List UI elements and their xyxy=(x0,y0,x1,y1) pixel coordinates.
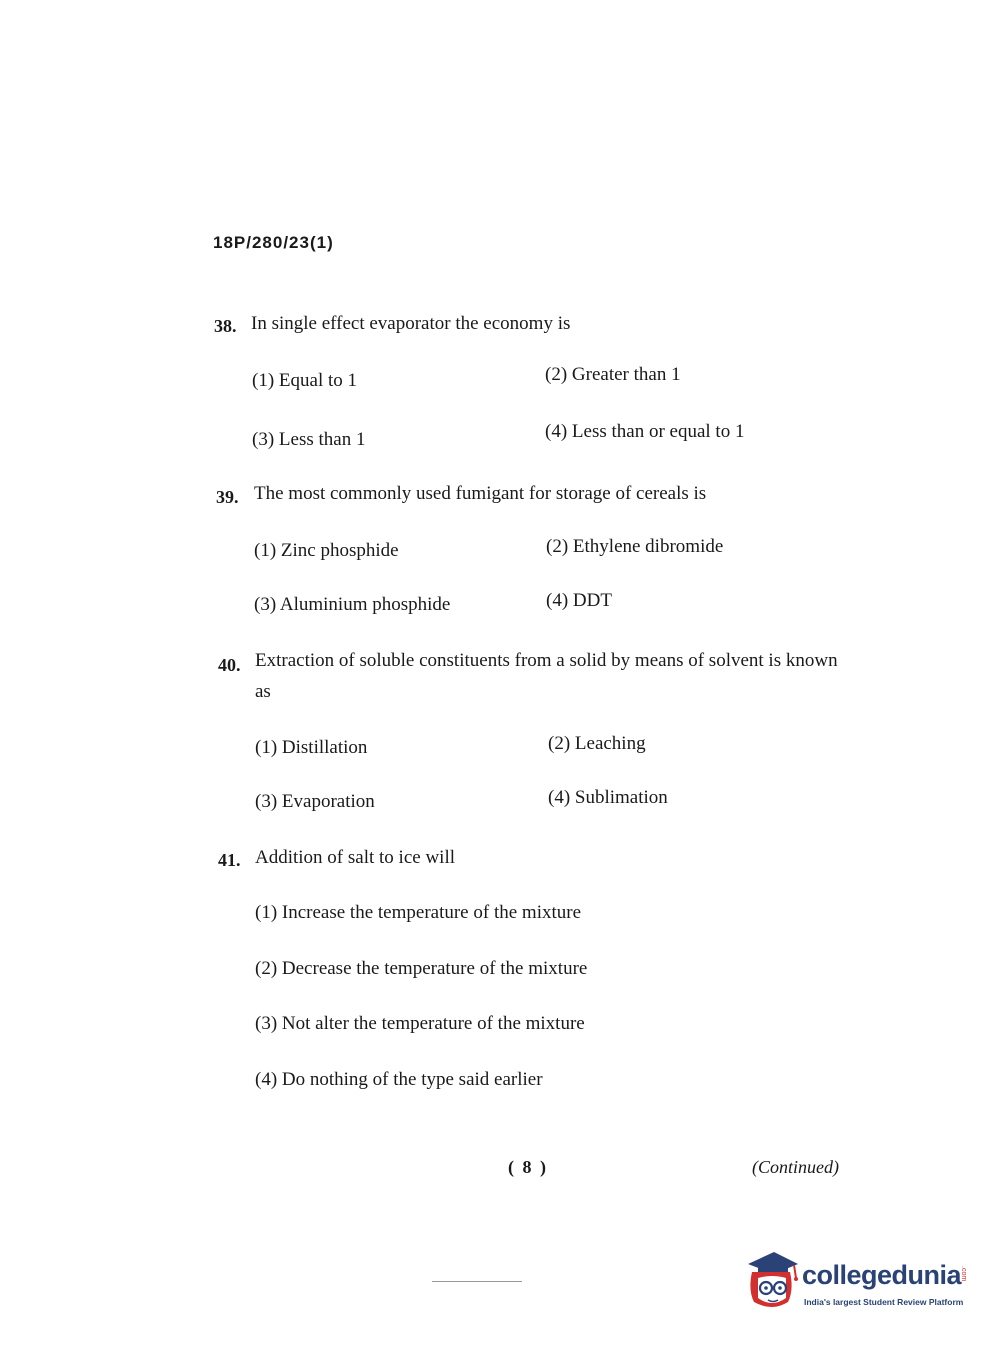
option-3: (3) Aluminium phosphide xyxy=(254,594,451,615)
option-2: (2) Decrease the temperature of the mixture xyxy=(255,958,588,979)
option-4: (4) Less than or equal to 1 xyxy=(545,421,745,442)
question-text-line-1: Extraction of soluble constituents from a solid by means of solvent is known xyxy=(255,650,838,671)
question-text-line-2: as xyxy=(255,681,271,702)
question-number: 40. xyxy=(218,655,241,675)
logo-wordmark: collegedunia xyxy=(802,1260,962,1290)
scan-artifact-line xyxy=(432,1281,522,1282)
question-text: Addition of salt to ice will xyxy=(255,847,456,868)
option-3: (3) Less than 1 xyxy=(252,429,366,450)
option-4: (4) DDT xyxy=(546,590,612,611)
paper-code: 18P/280/23(1) xyxy=(213,233,334,252)
question-text: The most commonly used fumigant for storage of cereals is xyxy=(254,483,707,504)
question-number: 39. xyxy=(216,487,239,507)
collegedunia-logo xyxy=(744,1250,969,1320)
option-1: (1) Increase the temperature of the mixture xyxy=(255,902,582,923)
question-number: 38. xyxy=(214,316,237,336)
option-3: (3) Evaporation xyxy=(255,791,375,812)
option-1: (1) Zinc phosphide xyxy=(254,540,399,561)
continued-note: (Continued) xyxy=(752,1157,839,1177)
option-3: (3) Not alter the temperature of the mixture xyxy=(255,1013,585,1034)
logo-suffix: .com xyxy=(960,1266,967,1282)
option-2: (2) Leaching xyxy=(548,733,646,754)
question-number: 41. xyxy=(218,850,241,870)
option-4: (4) Sublimation xyxy=(548,787,668,808)
page-number: ( 8 ) xyxy=(508,1157,548,1177)
option-4: (4) Do nothing of the type said earlier xyxy=(255,1069,543,1090)
mascot-icon xyxy=(744,1250,800,1312)
question-text: In single effect evaporator the economy is xyxy=(251,313,571,334)
logo-tagline: India's largest Student Review Platform xyxy=(804,1297,964,1307)
option-1: (1) Distillation xyxy=(255,737,368,758)
option-1: (1) Equal to 1 xyxy=(252,370,358,391)
option-2: (2) Greater than 1 xyxy=(545,364,681,385)
option-2: (2) Ethylene dibromide xyxy=(546,536,724,557)
